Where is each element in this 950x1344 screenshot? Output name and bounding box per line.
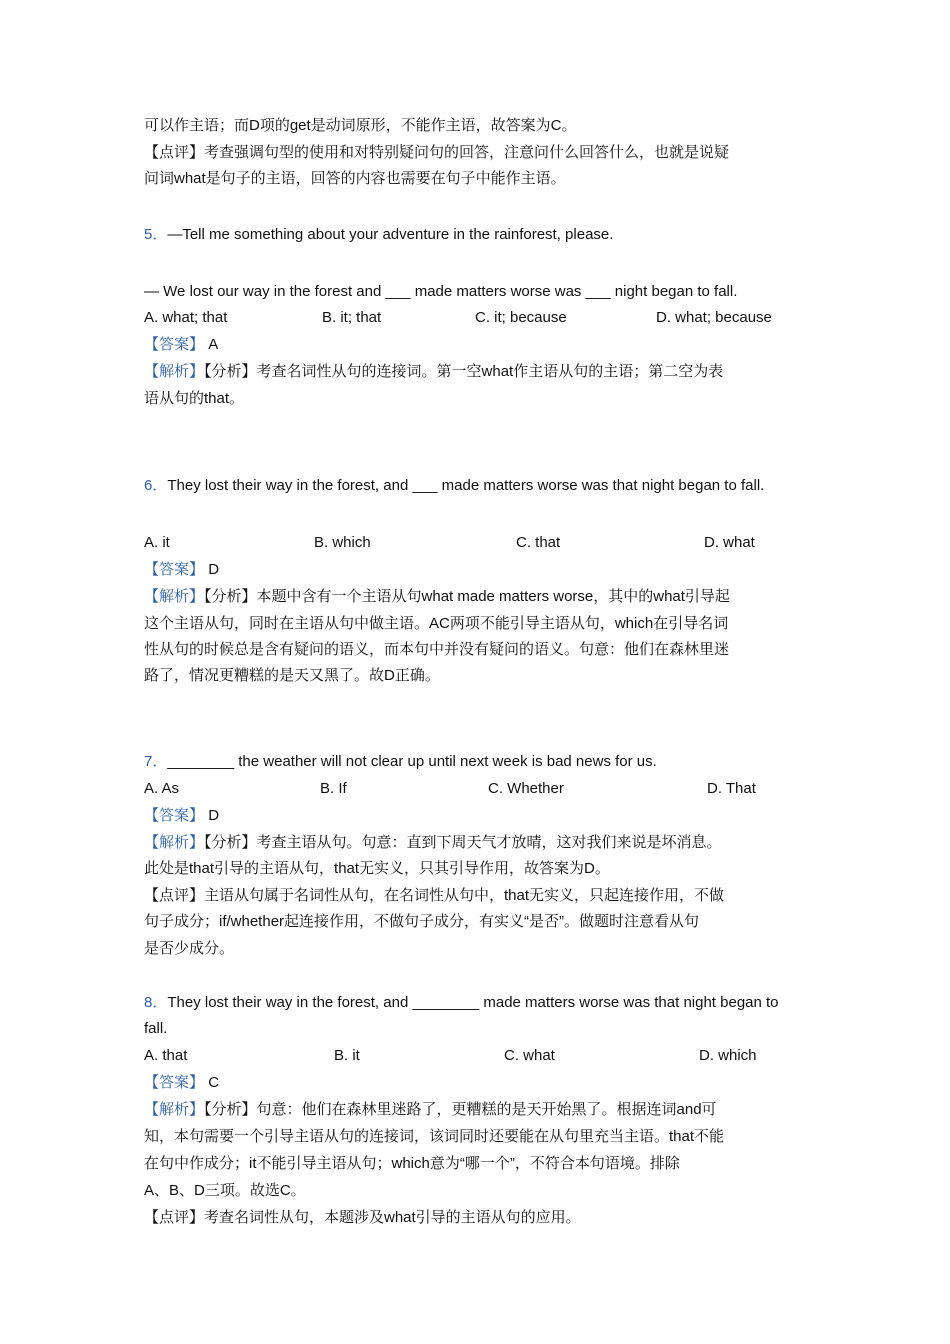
question-text: ________ the weather will not clear up until next week is bad news for us. [167, 753, 657, 770]
question-5-stem-2: — We lost our way in the forest and ___ made matters worse was ___ night began to fall. [144, 283, 738, 300]
option-b: B. it; that [322, 309, 382, 326]
question-number: 7． [144, 753, 168, 770]
question-number: 8． [144, 994, 168, 1011]
answer-value: D [208, 561, 220, 578]
answer-tag: 【答案】 [144, 807, 205, 824]
question-5-options [144, 308, 808, 328]
analysis-text: 【分析】考查名词性从句的连接词。第一空what作主语从句的主语；第二空为表 [204, 363, 724, 380]
option-b: B. If [320, 780, 347, 797]
analysis-line: 知，本句需要一个引导主语从句的连接词，该词同时还要能在从句里充当主语。that不能 [144, 1128, 725, 1145]
option-d: D. which [699, 1047, 757, 1064]
analysis-line: 路了，情况更糟糕的是天又黑了。故D正确。 [144, 667, 440, 684]
option-b: B. it [334, 1047, 360, 1064]
answer-tag: 【答案】 [144, 336, 205, 353]
answer-line [144, 1073, 219, 1093]
analysis-line: 性从句的时候总是含有疑问的语义，而本句中并没有疑问的语义。句意：他们在森林里迷 [144, 641, 730, 658]
question-7-options [144, 779, 808, 799]
option-c: C. that [516, 534, 561, 551]
analysis-line: 这个主语从句，同时在主语从句中做主语。AC两项不能引导主语从句，which在引导名词 [144, 615, 729, 632]
answer-value: C [208, 1074, 220, 1091]
analysis-line: A、B、D三项。故选C。 [144, 1182, 306, 1199]
question-8-options [144, 1046, 808, 1066]
question-6-stem [144, 476, 764, 496]
question-8-stem [144, 993, 779, 1013]
answer-value: D [208, 807, 220, 824]
text-line: 可以作主语；而D项的get是动词原形，不能作主语，故答案为C。 [144, 117, 577, 134]
analysis-line: 在句中作成分；it不能引导主语从句；which意为“哪一个”，不符合本句语境。排除 [144, 1155, 680, 1172]
analysis-line [144, 362, 723, 382]
analysis-line: 语从句的that。 [144, 390, 245, 407]
question-number: 6． [144, 477, 168, 494]
answer-line [144, 806, 219, 826]
answer-value: A [208, 336, 219, 353]
question-8-stem-2: fall. [144, 1020, 168, 1037]
comment-line: 【点评】主语从句属于名词性从句，在名词性从句中，that无实义，只起连接作用，不做 [144, 887, 725, 904]
analysis-text: 【分析】考查主语从句。句意：直到下周天气才放晴，这对我们来说是坏消息。 [204, 834, 722, 851]
option-d: D. That [707, 780, 756, 797]
analysis-line [144, 587, 730, 607]
option-c: C. it; because [475, 309, 567, 326]
analysis-tag: 【解析】 [144, 588, 205, 605]
comment-line: 句子成分；if/whether起连接作用，不做句子成分，有实义“是否”。做题时注意看从句 [144, 913, 700, 930]
question-6-options [144, 533, 808, 553]
answer-line [144, 335, 218, 355]
option-c: C. what [504, 1047, 555, 1064]
option-a: A. what; that [144, 309, 228, 326]
analysis-text: 【分析】本题中含有一个主语从句what made matters worse，其中的what引导起 [204, 588, 730, 605]
answer-tag: 【答案】 [144, 561, 205, 578]
question-text: They lost their way in the forest, and ________ made matters worse was that night began to [167, 994, 779, 1011]
option-a: A. As [144, 780, 180, 797]
option-a: A. it [144, 534, 170, 551]
question-7-stem [144, 752, 657, 772]
question-number: 5． [144, 226, 168, 243]
comment-line: 【点评】考查名词性从句，本题涉及what引导的主语从句的应用。 [144, 1209, 581, 1226]
analysis-tag: 【解析】 [144, 363, 205, 380]
answer-line [144, 560, 219, 580]
analysis-tag: 【解析】 [144, 1101, 205, 1118]
comment-line: 【点评】考查强调句型的使用和对特别疑问句的回答，注意问什么回答什么，也就是说疑 [144, 144, 730, 161]
option-a: A. that [144, 1047, 188, 1064]
comment-line: 是否少成分。 [144, 940, 235, 957]
option-d: D. what; because [656, 309, 772, 326]
option-d: D. what [704, 534, 755, 551]
analysis-text: 【分析】句意：他们在森林里迷路了，更糟糕的是天开始黑了。根据连词and可 [204, 1101, 717, 1118]
analysis-line [144, 1100, 717, 1120]
option-b: B. which [314, 534, 371, 551]
question-text: —Tell me something about your adventure in the rainforest, please. [167, 226, 614, 243]
analysis-tag: 【解析】 [144, 834, 205, 851]
analysis-line [144, 833, 722, 853]
analysis-line: 此处是that引导的主语从句，that无实义，只其引导作用，故答案为D。 [144, 860, 610, 877]
question-text: They lost their way in the forest, and ___ made matters worse was that night began to fall. [167, 477, 765, 494]
comment-line: 问词what是句子的主语，回答的内容也需要在句子中能作主语。 [144, 170, 566, 187]
question-5-stem [144, 225, 613, 245]
option-c: C. Whether [488, 780, 564, 797]
answer-tag: 【答案】 [144, 1074, 205, 1091]
